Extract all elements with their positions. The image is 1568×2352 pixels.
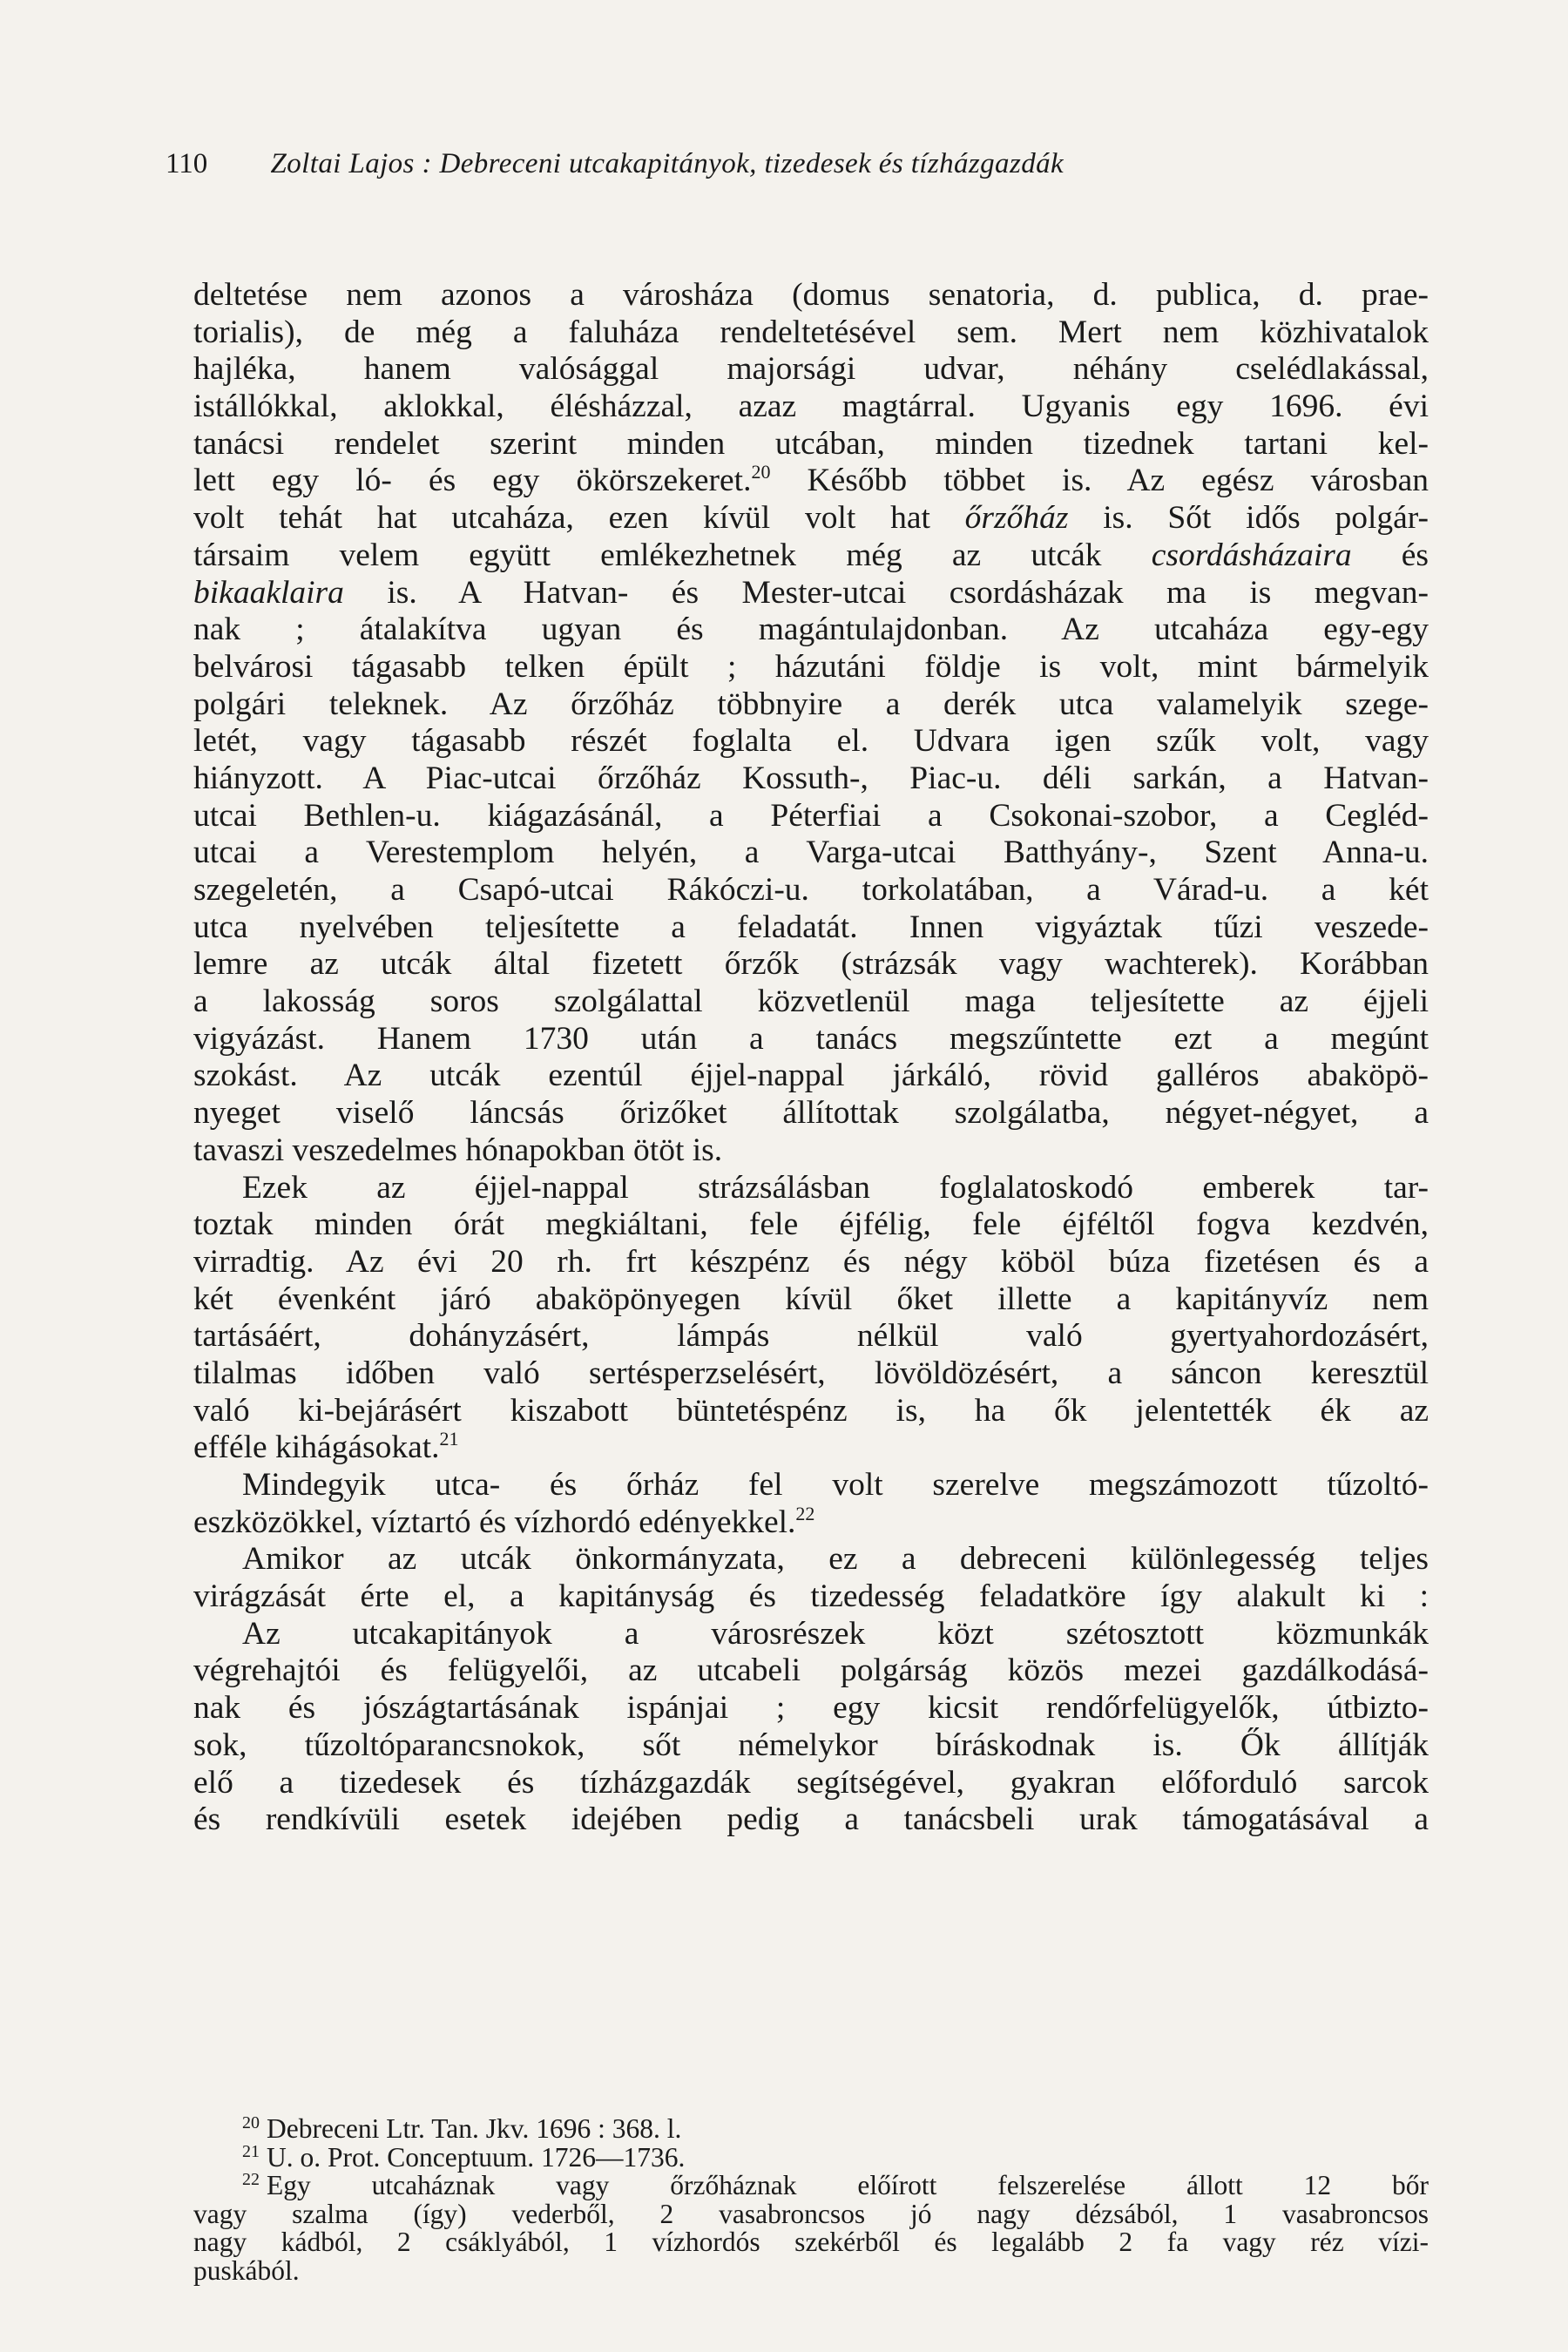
body-line: deltetése nem azonos a városháza (domus senatoria, d. publica, d. prae- (193, 277, 1429, 313)
body-line: tavaszi veszedelmes hónapokban ötöt is. (193, 1132, 723, 1168)
italic-term: bikaaklaira (193, 574, 344, 611)
body-line: istállókkal, aklokkal, élésházzal, azaz magtárral. Ugyanis egy 1696. évi (193, 389, 1429, 425)
body-line-part: is. Sőt idős polgár- (1068, 500, 1429, 537)
italic-term: csordásházaira (1151, 537, 1352, 573)
body-line: végrehajtói és felügyelői, az utcabeli polgárság közös mezei gazdálkodásá- (193, 1652, 1429, 1689)
body-line: hiányzott. A Piac-utcai őrzőház Kossuth-, Piac-u. déli sarkán, a Hatvan- (193, 760, 1429, 796)
page-number: 110 (166, 148, 208, 179)
body-line (193, 463, 1429, 500)
body-line: Amikor az utcák önkormányzata, ez a debreceni különlegesség teljes (242, 1541, 1429, 1578)
body-line: utcai Bethlen-u. kiágazásánál, a Péterfiai a Csokonai-szobor, a Cegléd- (193, 797, 1429, 834)
body-line: utca nyelvében teljesítette a feladatát. Innen vigyáztak tűzi veszede- (193, 909, 1429, 945)
footnote-ref: 22 (795, 1502, 815, 1524)
body-line-part: lett egy ló- és egy ökörszekeret. (193, 463, 752, 499)
footnote-ref: 21 (439, 1428, 459, 1450)
body-line (193, 500, 1429, 537)
body-line-part: és (1351, 537, 1429, 573)
body-line: lemre az utcák által fizetett őrzők (strázsák vagy wachterek). Korábban (193, 946, 1429, 983)
body-line: nyeget viselő láncsás őrizőket állítottak szolgálatba, négyet-négyet, a (193, 1095, 1429, 1132)
body-line-part: is. A Hatvan- és Mester-utcai csordásházak ma is megvan- (343, 574, 1429, 611)
footnote-20 (193, 2115, 1429, 2144)
body-line-part: efféle kihágásokat. (193, 1429, 440, 1466)
body-line: tartásáért, dohányzásért, lámpás nélkül való gyertyahordozásért, (193, 1318, 1429, 1355)
body-line: két évenként járó abaköpönyegen kívül őket illette a kapitányvíz nem (193, 1281, 1429, 1317)
body-line (193, 1504, 1429, 1542)
footnote-number: 22 (242, 2170, 260, 2189)
body-line: nak ; átalakítva ugyan és magántulajdonban. Az utcaháza egy-egy (193, 612, 1429, 648)
italic-term: őrzőház (964, 500, 1069, 537)
body-line (193, 537, 1429, 575)
footnote-text: Debreceni Ltr. Tan. Jkv. 1696 : 368. l. (267, 2113, 682, 2144)
body-line: elő a tizedesek és tízházgazdák segítségével, gyakran előforduló sarcok (193, 1764, 1429, 1801)
body-line: torialis), de még a faluháza rendeltetésével sem. Mert nem közhivatalok (193, 314, 1429, 350)
body-line: virágzását érte el, a kapitányság és tizedesség feladatköre így alakult ki : (193, 1578, 1429, 1615)
body-line-part: eszközökkel, víztartó és vízhordó edényekkel. (193, 1504, 796, 1540)
body-line: letét, vagy tágasabb részét foglalta el. Udvara igen szűk volt, vagy (193, 723, 1429, 760)
footnote-text: Egy utcaháznak vagy őrzőháznak előírott felszerelése állott 12 bőr (267, 2170, 1429, 2200)
body-line: Ezek az éjjel-nappal strázsálásban foglalatoskodó emberek tar- (242, 1169, 1429, 1206)
running-head: Zoltai Lajos : Debreceni utcakapitányok, tizedesek és tízházgazdák (270, 148, 1064, 179)
footnotes (193, 2115, 1429, 2285)
footnote-21 (193, 2141, 1429, 2173)
body-line: toztak minden órát megkiáltani, fele éjfélig, fele éjféltől fogva kezdvén, (193, 1206, 1429, 1243)
footnote-22 (193, 2172, 1429, 2200)
body-line: és rendkívüli esetek idejében pedig a tanácsbeli urak támogatásával a (193, 1801, 1429, 1838)
body-line-part: volt tehát hat utcaháza, ezen kívül volt hat (193, 500, 965, 537)
footnote-ref: 20 (751, 461, 771, 483)
body-line-part: társaim velem együtt emlékezhetnek még az utcák (193, 537, 1152, 573)
body-line: szegeletén, a Csapó-utcai Rákóczi-u. torkolatában, a Várad-u. a két (193, 872, 1429, 908)
body-line: tanácsi rendelet szerint minden utcában, minden tizednek tartani kel- (193, 425, 1429, 462)
body-line: Az utcakapitányok a városrészek közt szétosztott közmunkák (242, 1615, 1429, 1652)
footnote-line: nagy kádból, 2 csáklyából, 1 vízhordós szekérből és legalább 2 fa vagy réz vízi- (193, 2227, 1429, 2257)
body-line: Mindegyik utca- és őrház fel volt szerelve megszámozott tűzoltó- (242, 1467, 1429, 1503)
body-line: hajléka, hanem valósággal majorsági udvar, néhány cselédlakással, (193, 351, 1429, 388)
footnote-text: U. o. Prot. Conceptuum. 1726—1736. (267, 2141, 686, 2173)
body-line: sok, tűzoltóparancsnokok, sőt némelykor bíráskodnak is. Ők állítják (193, 1727, 1429, 1763)
body-line: utcai a Verestemplom helyén, a Varga-utcai Batthyány-, Szent Anna-u. (193, 835, 1429, 871)
body-line: a lakosság soros szolgálattal közvetlenül maga teljesítette az éjjeli (193, 983, 1429, 1020)
footnote-number: 21 (242, 2141, 260, 2161)
body-line: nak és jószágtartásának ispánjai ; egy kicsit rendőrfelügyelők, útbizto- (193, 1690, 1429, 1727)
body-line: tilalmas időben való sertésperzselésért, lövöldözésért, a sáncon keresztül (193, 1355, 1429, 1391)
body-line-part: Később többet is. Az egész városban (770, 463, 1429, 499)
body-line (193, 1429, 1429, 1467)
body-line: virradtig. Az évi 20 rh. frt készpénz és négy köböl búza fizetésen és a (193, 1243, 1429, 1280)
body-text (193, 277, 1429, 1839)
footnote-line: puskából. (193, 2254, 300, 2286)
body-line (193, 575, 1429, 612)
body-line: polgári teleknek. Az őrzőház többnyire a derék utca valamelyik szege- (193, 686, 1429, 722)
page-header (166, 146, 1064, 181)
body-line: belvárosi tágasabb telken épült ; házutáni földje is volt, mint bármelyik (193, 648, 1429, 685)
body-line: való ki-bejárásért kiszabott büntetéspénz is, ha ők jelentették ék az (193, 1392, 1429, 1429)
footnote-number: 20 (242, 2113, 260, 2132)
body-line: vigyázást. Hanem 1730 után a tanács megszűntette ezt a megúnt (193, 1020, 1429, 1057)
body-line: szokást. Az utcák ezentúl éjjel-nappal járkáló, rövid galléros abaköpö- (193, 1058, 1429, 1094)
footnote-line: vagy szalma (így) vederből, 2 vasabroncsos jó nagy dézsából, 1 vasabroncsos (193, 2198, 1429, 2229)
